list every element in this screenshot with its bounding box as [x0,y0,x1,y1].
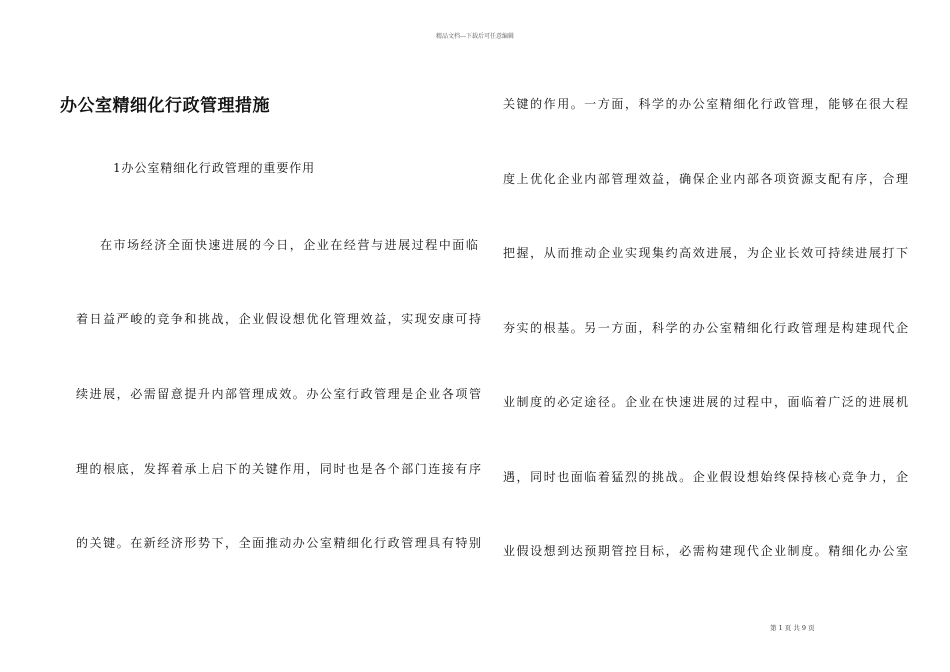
paragraph-line: 把握，从而推动企业实现集约高效进展，为企业长效可持续进展打下 [503,246,910,260]
paragraph-line: 着日益严峻的竞争和挑战，企业假设想优化管理效益，实现安康可持 [76,312,483,326]
paragraph-line: 业制度的必定途径。企业在快速进展的过程中，面临着广泛的进展机 [503,395,910,409]
document-title: 办公室精细化行政管理措施 [60,96,270,116]
paragraph-line: 理的根底，发挥着承上启下的关键作用，同时也是各个部门连接有序 [76,462,483,476]
paragraph-line: 续进展，必需留意提升内部管理成效。办公室行政管理是企业各项管 [76,387,483,401]
paragraph-line: 度上优化企业内部管理效益，确保企业内部各项资源支配有序，合理 [503,172,910,186]
page-number: 第 1 页 共 9 页 [770,624,815,632]
paragraph-line: 夯实的根基。另一方面，科学的办公室精细化行政管理是构建现代企 [503,321,910,335]
paragraph-line: 在市场经济全面快速进展的今日，企业在经营与进展过程中面临 [100,238,480,252]
paragraph-line: 业假设想到达预期管控目标，必需构建现代企业制度。精细化办公室 [503,544,910,558]
paragraph-line: 遇，同时也面临着猛烈的挑战。企业假设想始终保持核心竞争力，企 [503,470,910,484]
paragraph-line: 的关键。在新经济形势下，全面推动办公室精细化行政管理具有特别 [76,536,483,550]
page-header: 精品文档---下载后可任意编辑 [435,33,515,40]
section-heading: 1办公室精细化行政管理的重要作用 [113,161,316,175]
paragraph-line: 关键的作用。一方面，科学的办公室精细化行政管理，能够在很大程 [503,97,910,111]
